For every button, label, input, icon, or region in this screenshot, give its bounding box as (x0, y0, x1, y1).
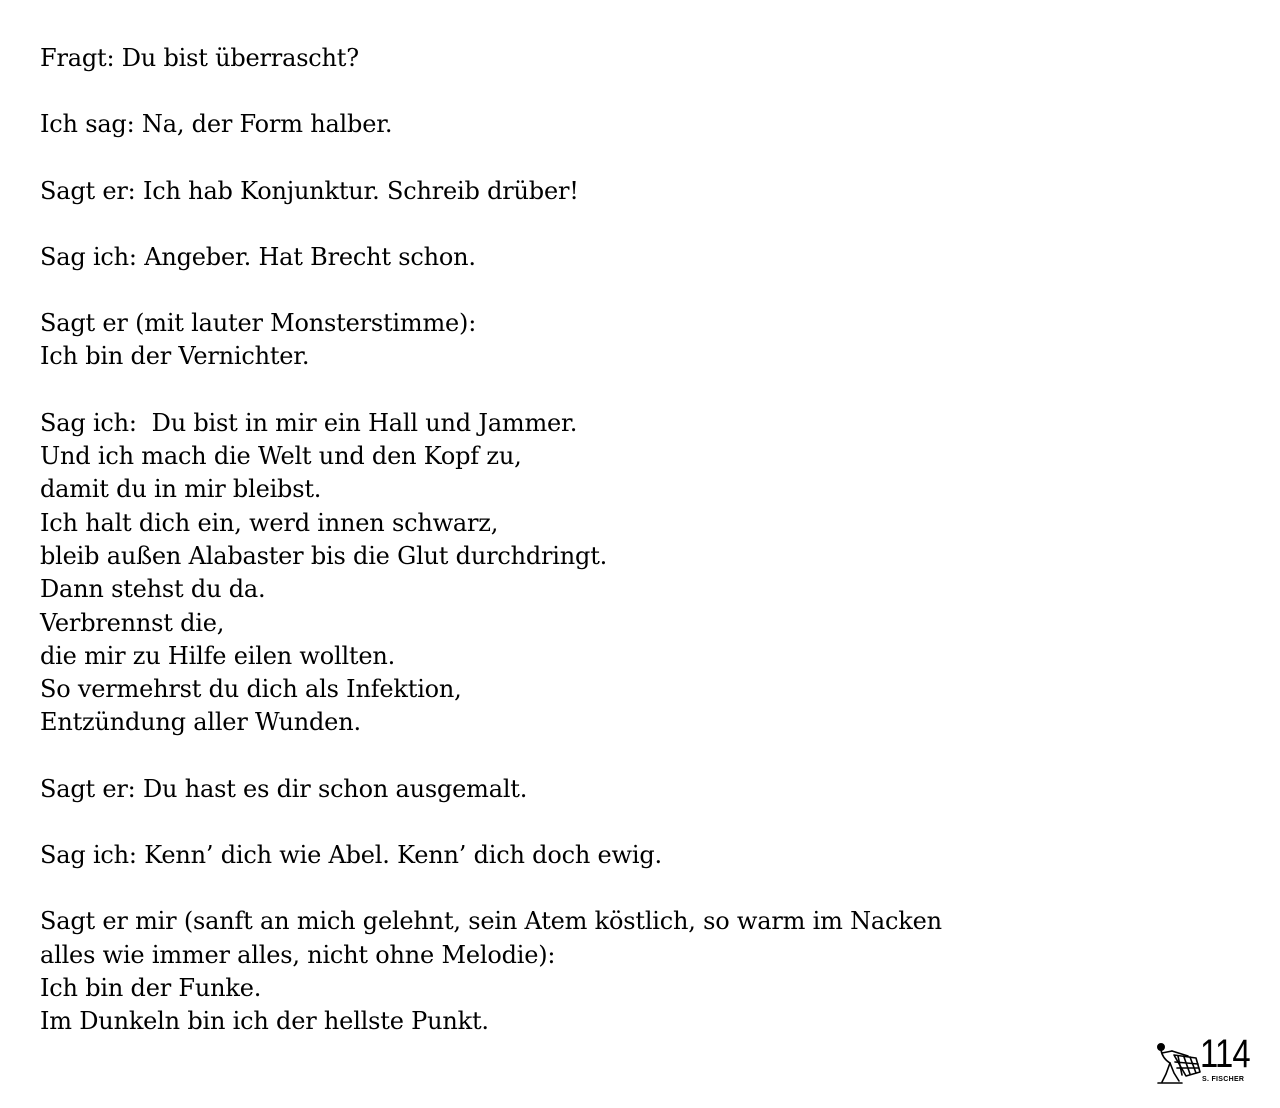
poem-line: Sag ich: Du bist in mir ein Hall und Jammer. (40, 408, 578, 437)
poem-line: Sagt er (mit lauter Monsterstimme): (40, 309, 477, 338)
poem-line: Im Dunkeln bin ich der hellste Punkt. (40, 1007, 489, 1036)
poem-line: Verbrennst die, (40, 608, 225, 637)
poem-line: Sag ich: Angeber. Hat Brecht schon. (40, 242, 476, 271)
poem-line: die mir zu Hilfe eilen wollten. (40, 641, 396, 670)
poem-line: So vermehrst du dich als Infektion, (40, 675, 462, 704)
stanza (40, 905, 1140, 1038)
stanza (40, 108, 1140, 141)
stanza (40, 175, 1140, 208)
fisherman-icon (1152, 1038, 1202, 1088)
poem-line: Dann stehst du da. (40, 575, 266, 604)
page-number: 114 (1200, 1032, 1250, 1076)
poem-line: damit du in mir bleibst. (40, 475, 322, 504)
poem-line: alles wie immer alles, nicht ohne Melodie): (40, 940, 556, 969)
poem-line: Ich bin der Funke. (40, 973, 262, 1002)
stanza (40, 241, 1140, 274)
stanza (40, 773, 1140, 806)
poem-line: bleib außen Alabaster bis die Glut durchdringt. (40, 541, 608, 570)
poem-line: Entzündung aller Wunden. (40, 708, 361, 737)
poem-line: Sag ich: Kenn’ dich wie Abel. Kenn’ dich doch ewig. (40, 841, 662, 870)
stanza (40, 407, 1140, 740)
stanza (40, 839, 1140, 872)
poem-line: Ich halt dich ein, werd innen schwarz, (40, 508, 499, 537)
stanza (40, 307, 1140, 374)
poem-text (40, 42, 1140, 1072)
poem-line: Sagt er: Du hast es dir schon ausgemalt. (40, 774, 528, 803)
poem-line: Und ich mach die Welt und den Kopf zu, (40, 442, 522, 471)
stanza (40, 42, 1140, 75)
poem-line: Ich bin der Vernichter. (40, 342, 310, 371)
publisher-name: S. FISCHER (1202, 1076, 1245, 1083)
poem-line: Sagt er: Ich hab Konjunktur. Schreib drüber! (40, 176, 579, 205)
poem-line: Sagt er mir (sanft an mich gelehnt, sein Atem köstlich, so warm im Nacken (40, 907, 942, 936)
poem-line: Ich sag: Na, der Form halber. (40, 110, 393, 139)
poem-line: Fragt: Du bist überrascht? (40, 44, 359, 72)
publisher-logo (1152, 1034, 1262, 1090)
